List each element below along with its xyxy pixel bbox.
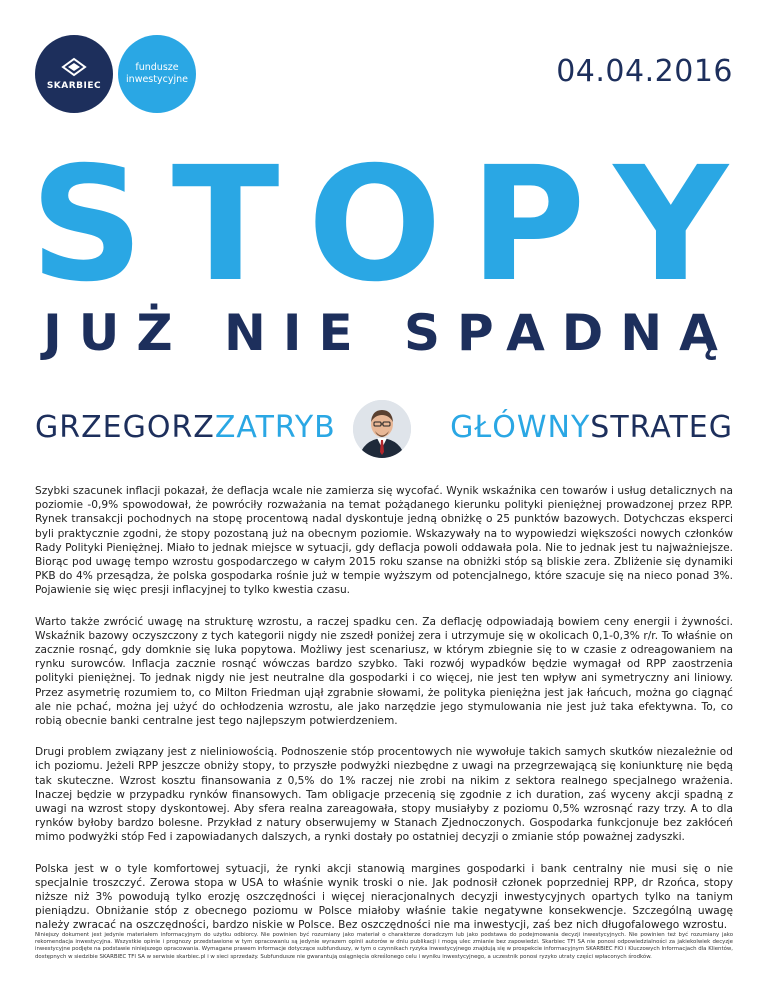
skarbiec-logo-icon xyxy=(61,57,87,77)
article-body xyxy=(35,484,733,950)
paragraph: Szybki szacunek inflacji pokazał, że deflacja wcale nie zamierza się wycofać. Wynik wskaźnika cen towarów i usług detalicznych na poziomie -0,9% spowodował, że powróciły rozważania na temat pożądanego kierunku polityki pieniężnej prowadzonej przez RPP. Rynek transakcji pochodnych na stopę procentową nadal dyskontuje jedną obniżkę o 25 punktów bazowych. Dotychczas eksperci byli praktycznie zgodni, że stopy pozostaną już na obecnym poziomie. Wskazywały na to wypowiedzi większości nowych członków Rady Polityki Pieniężnej. Miało to jednak miejsce w sytuacji, gdy deflacja powoli oddawała pola. Nie to jednak jest tu najważniejsze. Biorąc pod uwagę tempo wzrostu gospodarczego w całym 2015 roku szanse na obniżki stóp są bliskie zera. Zbliżenie się dynamiki PKB do 4% przesądza, że polska gospodarka rośnie już w tempie wyższym od potencjalnego, które szacuje się na nieco ponad 3%. Pojawienie się więc presji inflacyjnej to tylko kwestia czasu. xyxy=(35,485,733,597)
bubble-line-1: fundusze xyxy=(135,62,179,73)
bubble-line-2: inwestycyjne xyxy=(126,74,188,85)
headline-sub: JUŻ NIE SPADNĄ xyxy=(43,304,735,362)
skarbiec-logo xyxy=(35,35,113,113)
paragraph: Drugi problem związany jest z nieliniowością. Podnoszenie stóp procentowych nie wywołuje takich samych skutków niezależnie od ich poziomu. Jeżeli RPP jeszcze obniży stopy, to przyszłe podwyżki niezbędne z uwagi na przegrzewającą się koniunkturę nie będą tak skuteczne. Wzrost kosztu finansowania z 0,5% do 1% raczej nie zrobi na nikim z sektora realnego specjalnego wrażenia. Inaczej będzie w przypadku rynków finansowych. Tam obligacje przecenią się zgodnie z ich duration, zaś wyceny akcji spadną z uwagi na wzrost stopy dyskontowej. Aby sfera realna zareagowała, stopy musiałyby z poziomu 0,5% wzrosnąć razy trzy. A to dla rynków byłoby bardzo bolesne. Przykład z natury obserwujemy w Stanach Zjednoczonych. Gospodarka funkcjonuje bez zakłóceń mimo podwyżki stóp Fed i zapowiadanych dalszych, a rynki dostały po ostatniej decyzji o zmianie stóp poważnej zadyszki. xyxy=(35,746,733,844)
author-photo-graphic xyxy=(353,400,411,458)
author-first-name: GRZEGORZ xyxy=(35,410,215,445)
author-photo-icon xyxy=(353,400,411,458)
funds-bubble xyxy=(118,35,196,113)
publication-date: 04.04.2016 xyxy=(556,54,733,89)
headline-main: STOPY xyxy=(29,133,757,317)
brand-name: SKARBIEC xyxy=(46,81,102,91)
author-role xyxy=(450,410,733,445)
author-byline xyxy=(35,400,733,460)
legal-disclaimer: Niniejszy dokument jest jedynie materiałem informacyjnym do użytku odbiorcy. Nie powinien być rozumiany jako materiał o charakterze doradczym lub jako podstawa do podejmowania decyzji inwestycyjnych. Nie powinien też być rozumiany jako rekomendacja inwestycyjna. Wszystkie opinie i prognozy przedstawione w tym opracowaniu są jedynie wyrazem opinii autorów w dniu publikacji i mogą ulec zmianie bez zapowiedzi. Skarbiec TFI SA nie ponosi odpowiedzialności za jakiekolwiek decyzje inwestycyjne podjęte na podstawie niniejszego opracowania. Wymagane prawem informacje dotyczące subfunduszy, w tym o czynnikach ryzyka inwestycyjnego znajdują się w prospekcie informacyjnym SKARBIEC FIO i Kluczowych Informacjach dla Klientów, dostępnych w siedzibie SKARBIEC TFI SA w serwisie skarbiec.pl i w sieci sprzedaży. Subfundusze nie gwarantują osiągnięcia określonego celu i wyniku inwestycyjnego, a uczestnik ponosi ryzyko utraty części wpłaconych środków. xyxy=(35,932,733,960)
paragraph: Warto także zwrócić uwagę na strukturę wzrostu, a raczej spadku cen. Za deflację odpowiadają bowiem ceny energii i żywności. Wskaźnik bazowy oczyszczony z tych kategorii nigdy nie zszedł poniżej zera i utrzymuje się w okolicach 0,1-0,3% r/r. To właśnie on zacznie rosnąć, gdy domknie się luka popytowa. Możliwy jest scenariusz, w którym zbiegnie się to w czasie z odreagowaniem na rynku surowców. Inflacja zacznie rosnąć wówczas bardzo szybko. Taki rozwój wypadków będzie wymagał od RPP zaostrzenia polityki pieniężnej. To jednak nigdy nie jest neutralne dla gospodarki i co więcej, nie jest ten wpływ ani symetryczny ani liniowy. Przez asymetrię rozumiem to, co Milton Friedman ujął zgrabnie słowami, że polityka pieniężna jest jak łańcuch, można go ciągnąć ale nie pchać, można jej użyć do ochłodzenia wzrostu, ale jako narzędzie jego stymulowania nie jest już taka efektywna. To, co robią obecnie banki centralne jest tego najlepszym potwierdzeniem. xyxy=(35,615,733,728)
role-first: GŁÓWNY xyxy=(450,410,591,445)
author-last-name: ZATRYB xyxy=(214,410,336,445)
author-name xyxy=(35,410,336,445)
role-second: STRATEG xyxy=(590,410,733,445)
paragraph: Polska jest w o tyle komfortowej sytuacji, że rynki akcji stanowią margines gospodarki i bank centralny nie musi się o nie specjalnie troszczyć. Zerowa stopa w USA to właśnie wynik troski o nie. Jak podnosił członek poprzedniej RPP, dr Rzońca, stopy niższe niż 3% powodują tylko erozję oszczędności i więcej nieracjonalnych decyzji inwestycyjnych opartych tylko na taniym pieniądzu. Obniżanie stóp z obecnego poziomu w Polsce miałoby właśnie takie negatywne konsekwencje. Szczególną uwagę należy zwracać na oszczędności, bardzo niskie w Polsce. Bez oszczędności nie ma inwestycji, zaś bez nich długofalowego wzrostu. xyxy=(35,862,733,932)
